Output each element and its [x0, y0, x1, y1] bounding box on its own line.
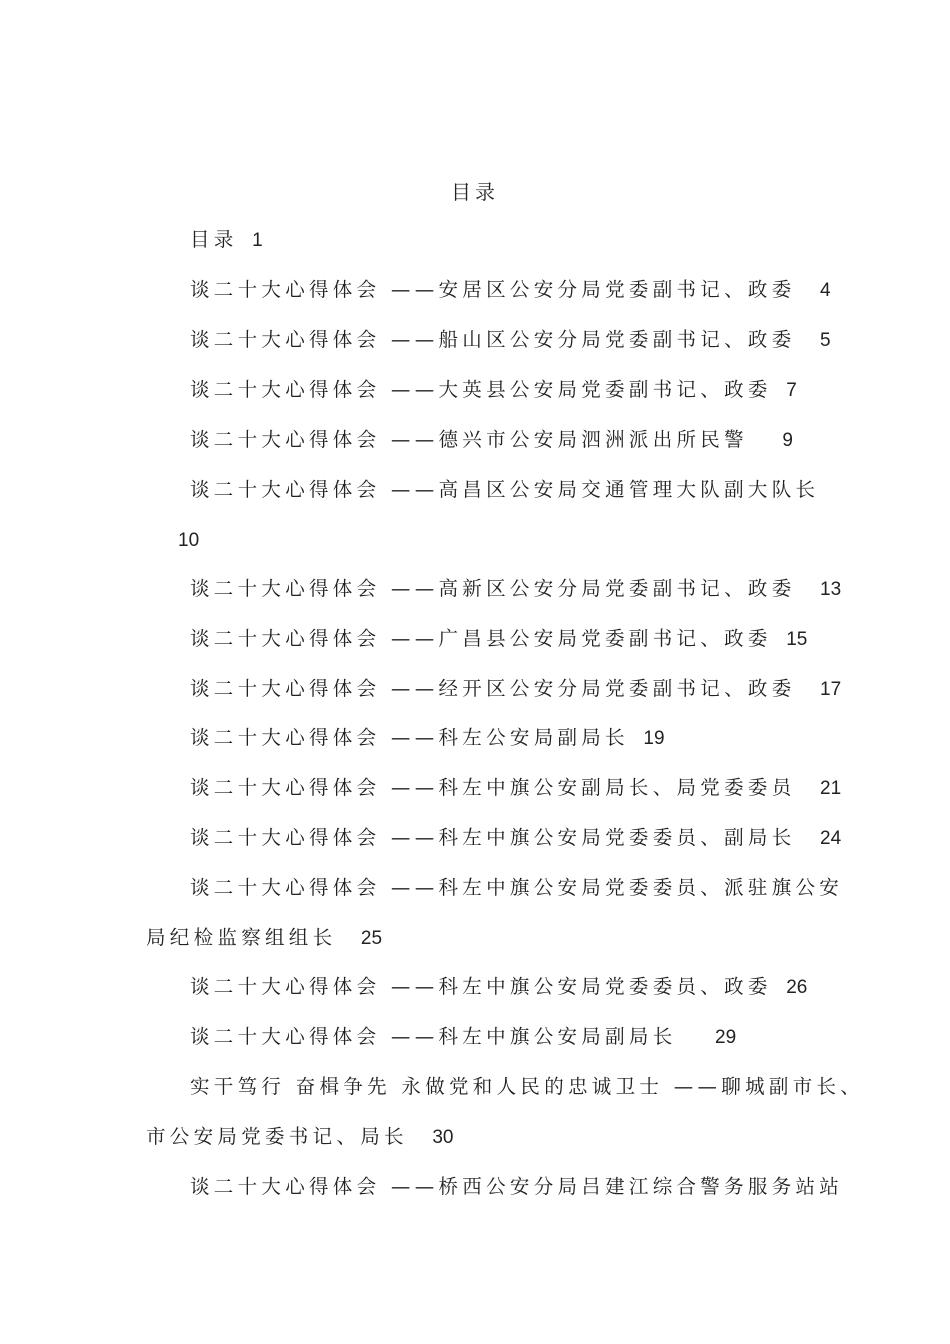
page-title: 目录 [451, 180, 499, 204]
toc-entry-text: 局纪检监察组组长 [146, 926, 337, 949]
toc-page-number: 9 [782, 430, 793, 451]
toc-entry-text: 实干笃行 奋楫争先 永做党和人民的忠诚卫士 ——聊城副市长、 [190, 1075, 865, 1098]
toc-entry[interactable] [190, 1023, 736, 1052]
toc-entry-text: 谈二十大心得体会 ——科左中旗公安局党委委员、政委 [190, 975, 772, 998]
toc-entry-text: 谈二十大心得体会 ——高新区公安分局党委副书记、政委 [190, 577, 796, 600]
toc-page-number: 5 [820, 330, 831, 351]
toc-page-number: 19 [643, 728, 665, 749]
toc-entry[interactable] [190, 476, 819, 504]
toc-entry[interactable] [190, 376, 797, 405]
toc-entry[interactable] [190, 874, 843, 902]
toc-page-number: 21 [820, 778, 842, 799]
toc-entry[interactable] [190, 1173, 843, 1201]
toc-entry[interactable] [190, 575, 841, 604]
toc-entry-text: 谈二十大心得体会 ——广昌县公安局党委副书记、政委 [190, 627, 772, 650]
toc-entry-text: 谈二十大心得体会 ——科左中旗公安局党委委员、派驻旗公安 [190, 876, 844, 899]
toc-page-number: 1 [252, 230, 263, 251]
toc-entry[interactable] [190, 724, 665, 753]
toc-entry-continuation[interactable] [146, 924, 382, 953]
toc-page-number: 24 [820, 828, 842, 849]
toc-entry[interactable] [190, 824, 841, 853]
toc-page-number: 13 [820, 579, 842, 600]
toc-entry[interactable] [190, 326, 831, 355]
toc-entry-text: 谈二十大心得体会 ——科左中旗公安局党委委员、副局长 [190, 826, 796, 849]
toc-entry-text: 谈二十大心得体会 ——高昌区公安局交通管理大队副大队长 [190, 478, 820, 501]
toc-entry-text: 谈二十大心得体会 ——科左中旗公安副局长、局党委委员 [190, 776, 796, 799]
toc-entry-text: 谈二十大心得体会 ——大英县公安局党委副书记、政委 [190, 378, 772, 401]
toc-entry-text: 谈二十大心得体会 ——德兴市公安局泗洲派出所民警 [190, 428, 748, 451]
toc-page-number: 7 [786, 380, 797, 401]
toc-entry-continuation[interactable] [178, 526, 199, 555]
toc-entry[interactable] [190, 226, 263, 255]
toc-entry-text: 目录 [190, 228, 238, 251]
toc-page-number: 17 [820, 679, 842, 700]
toc-page-number: 15 [786, 629, 808, 650]
toc-page-number: 29 [715, 1027, 737, 1048]
toc-entry-text: 谈二十大心得体会 ——安居区公安分局党委副书记、政委 [190, 278, 796, 301]
toc-entry[interactable] [190, 1073, 864, 1101]
toc-page-number: 25 [360, 928, 383, 949]
toc-entry[interactable] [190, 426, 793, 455]
toc-entry-text: 谈二十大心得体会 ——经开区公安分局党委副书记、政委 [190, 677, 796, 700]
toc-page-number: 30 [432, 1127, 454, 1148]
toc-page-number: 4 [820, 280, 831, 301]
toc-page-number: 10 [178, 530, 200, 551]
toc-entry[interactable] [190, 774, 841, 803]
toc-entry-text: 谈二十大心得体会 ——桥西公安分局吕建江综合警务服务站站 [190, 1175, 844, 1198]
toc-entry-text: 谈二十大心得体会 ——科左公安局副局长 [190, 726, 629, 749]
toc-entry-text: 谈二十大心得体会 ——船山区公安分局党委副书记、政委 [190, 328, 796, 351]
toc-entry[interactable] [190, 973, 807, 1002]
toc-entry[interactable] [190, 675, 841, 704]
toc-entry[interactable] [190, 625, 807, 654]
toc-page-number: 26 [786, 977, 808, 998]
toc-entry-text: 市公安局党委书记、局长 [146, 1125, 408, 1148]
toc-entry-continuation[interactable] [146, 1123, 453, 1152]
toc-entry-text: 谈二十大心得体会 ——科左中旗公安局副局长 [190, 1025, 677, 1048]
toc-entry[interactable] [190, 276, 831, 305]
